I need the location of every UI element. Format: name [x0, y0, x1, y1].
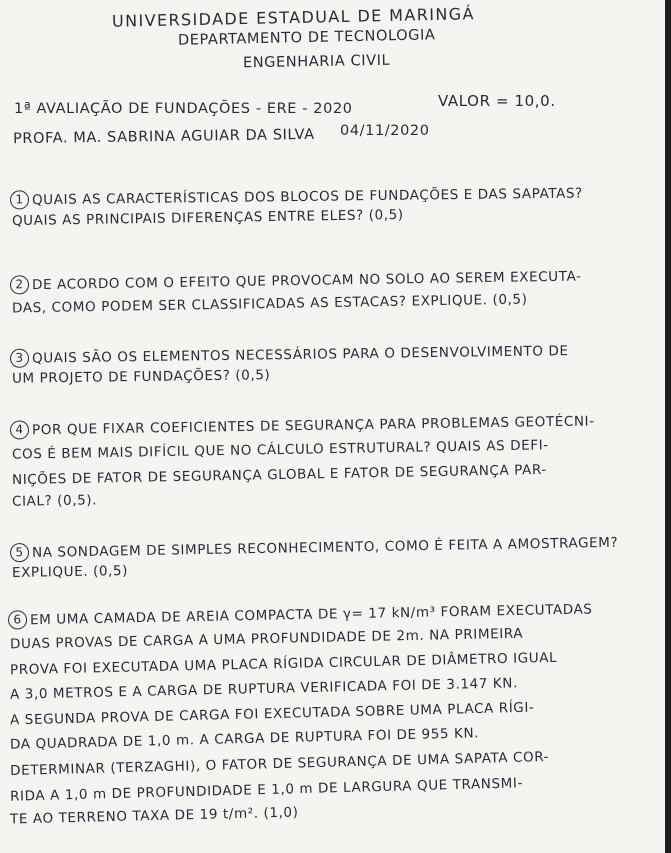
- question-line: DETERMINAR (TERZAGHI), O FATOR DE SEGURANÇA DE UMA SAPATA COR-: [9, 748, 550, 780]
- page-edge-shadow: [665, 0, 671, 853]
- question-number: 4: [10, 420, 29, 439]
- question-line: A 3,0 METROS E A CARGA DE RUPTURA VERIFICADA FOI DE 3.147 KN.: [9, 675, 519, 703]
- question-number: 3: [10, 349, 29, 368]
- question-line: 6 EM UMA CAMADA DE AREIA COMPACTA DE γ= 17 kN/m³ FORAM EXECUTADAS: [8, 599, 593, 629]
- question-line: DUAS PROVAS DE CARGA A UMA PROFUNDIDADE DE 2m. NA PRIMEIRA: [9, 625, 524, 653]
- question-line: NIÇÕES DE FATOR DE SEGURANÇA GLOBAL E FATOR DE SEGURANÇA PAR-: [11, 461, 547, 489]
- question-line: 2 DE ACORDO COM O EFEITO QUE PROVOCAM NO SOLO AO SEREM EXECUTA-: [10, 267, 582, 295]
- university-name: UNIVERSIDADE ESTADUAL DE MARINGÁ: [111, 4, 476, 31]
- question-line: CIAL? (0,5).: [11, 492, 98, 510]
- question-line: 4 POR QUE FIXAR COEFICIENTES DE SEGURANÇA PARA PROBLEMAS GEOTÉCNI-: [10, 411, 595, 439]
- question-number: 1: [10, 190, 29, 209]
- question-number: 2: [10, 275, 29, 294]
- question-line: EXPLIQUE. (0,5): [11, 562, 129, 582]
- question-line: PROVA FOI EXECUTADA UMA PLACA RÍGIDA CIRCULAR DE DIÂMETRO IGUAL: [9, 649, 558, 679]
- question-line: 5 NA SONDAGEM DE SIMPLES RECONHECIMENTO, COMO É FEITA A AMOSTRAGEM?: [10, 533, 619, 563]
- question-line: DAS, COMO PODEM SER CLASSIFICADAS AS ESTACAS? EXPLIQUE. (0,5): [11, 291, 528, 317]
- course-name: ENGENHARIA CIVIL: [242, 52, 391, 72]
- question-line: 3 QUAIS SÃO OS ELEMENTOS NECESSÁRIOS PARA O DESENVOLVIMENTO DE: [10, 341, 569, 368]
- exam-value: VALOR = 10,0.: [438, 92, 556, 110]
- question-number: 5: [10, 543, 29, 562]
- question-line: DA QUADRADA DE 1,0 m. A CARGA DE RUPTURA FOI DE 955 KN.: [9, 725, 480, 753]
- question-line: TE AO TERRENO TAXA DE 19 t/m². (1,0): [9, 804, 299, 828]
- question-line: QUAIS AS PRINCIPAIS DIFERENÇAS ENTRE ELES? (0,5): [11, 206, 404, 230]
- question-line: RIDA A 1,0 m DE PROFUNDIDADE E 1,0 m DE LARGURA QUE TRANSMI-: [9, 775, 524, 805]
- question-line: COS É BEM MAIS DIFÍCIL QUE NO CÁLCULO ESTRUTURAL? QUAIS AS DEFI-: [11, 437, 549, 463]
- department-name: DEPARTAMENTO DE TECNOLOGIA: [177, 27, 436, 49]
- exam-title: 1ª AVALIAÇÃO DE FUNDAÇÕES - ERE - 2020: [14, 101, 353, 117]
- question-number: 6: [8, 610, 27, 629]
- question-line: UM PROJETO DE FUNDAÇÕES? (0,5): [11, 367, 271, 387]
- question-line: 1 QUAIS AS CARACTERÍSTICAS DOS BLOCOS DE FUNDAÇÕES E DAS SAPATAS?: [10, 184, 583, 210]
- question-line: A SEGUNDA PROVA DE CARGA FOI EXECUTADA SOBRE UMA PLACA RÍGI-: [9, 699, 535, 729]
- teacher-name: PROFA. MA. SABRINA AGUIAR DA SILVA: [12, 126, 315, 148]
- exam-date: 04/11/2020: [340, 123, 430, 139]
